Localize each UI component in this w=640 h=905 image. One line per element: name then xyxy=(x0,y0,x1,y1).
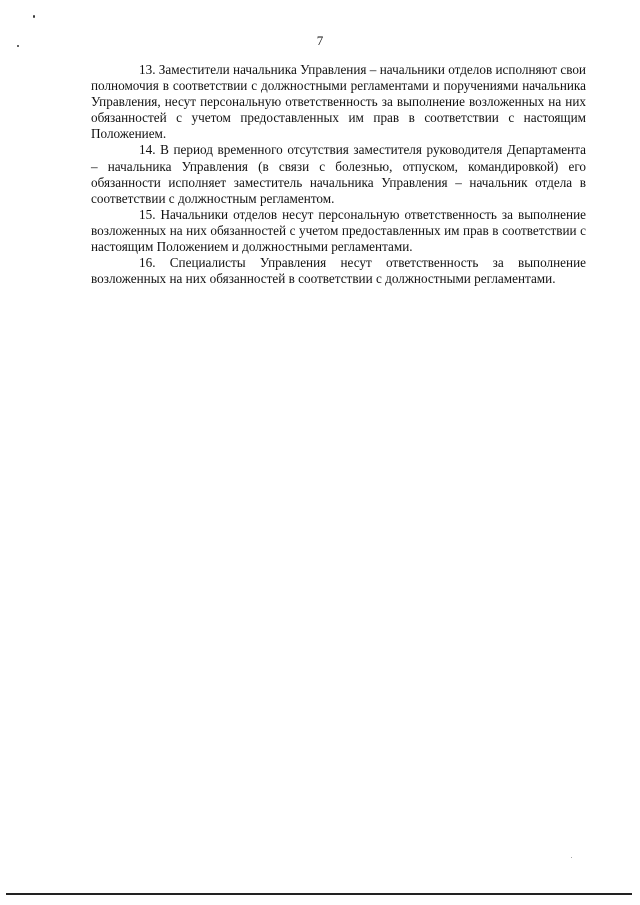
page-bottom-edge xyxy=(6,893,632,895)
scan-speck xyxy=(33,15,35,18)
paragraph-13: 13. Заместители начальника Управления – начальники отделов исполняют свои полномочия в соответствии с должностными регламентами и поручениями начальника Управления, несут персональную ответственность за выполнение возложенных на них обязанностей с учетом предоставленных им прав в соответствии с настоящим Положением. xyxy=(91,62,586,142)
paragraph-15: 15. Начальники отделов несут персональную ответственность за выполнение возложенных на них обязанностей с учетом предоставленных им прав в соответствии с настоящим Положением и должностными регламентами. xyxy=(91,206,586,255)
scan-speck xyxy=(571,857,572,858)
paragraph-16: 16. Специалисты Управления несут ответственность за выполнение возложенных на них обязанностей в соответствии с должностными регламентами. xyxy=(91,255,586,287)
document-body xyxy=(91,62,586,287)
page-number: 7 xyxy=(316,33,324,48)
paragraph-14: 14. В период временного отсутствия заместителя руководителя Департамента – начальника Управления (в связи с болезнью, отпуском, командировкой) его обязанности исполняет заместитель начальника Управления – начальник отдела в соответствии с должностным регламентом. xyxy=(91,142,586,206)
